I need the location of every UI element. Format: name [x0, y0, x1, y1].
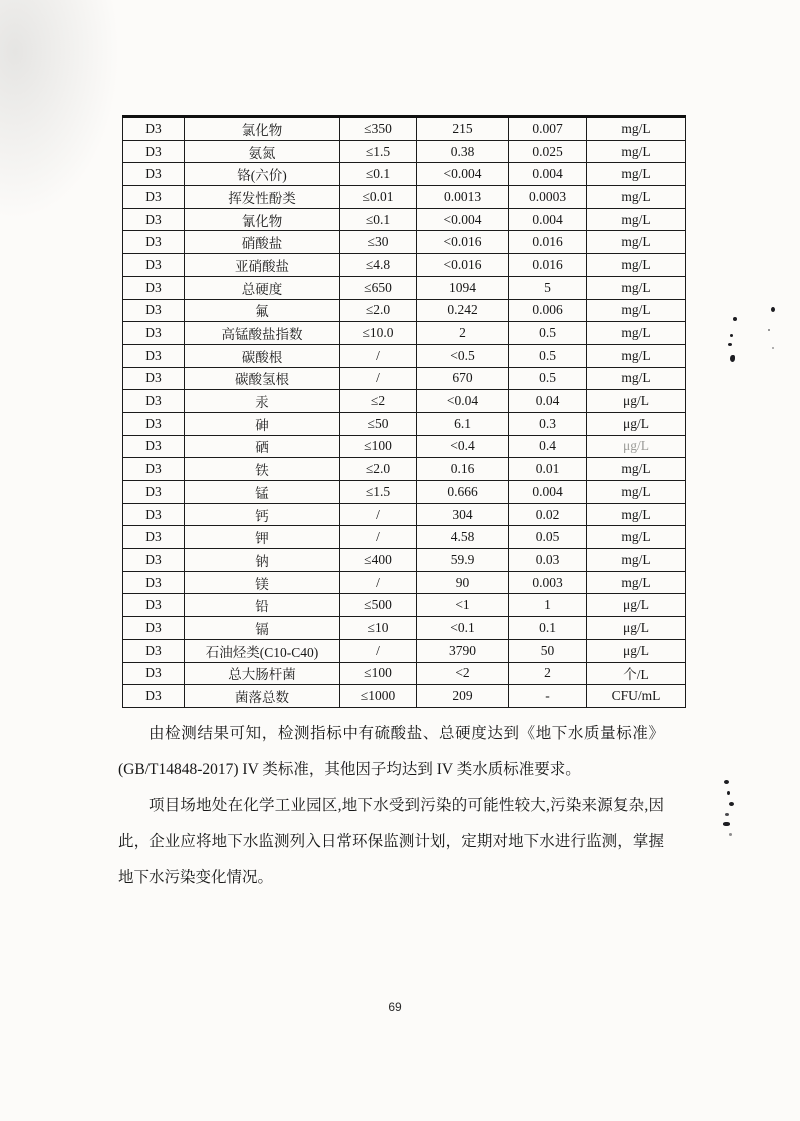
table-cell: 钙 [185, 503, 340, 526]
table-row [123, 639, 686, 662]
table-cell: D3 [123, 344, 185, 367]
table-cell: <0.1 [417, 617, 509, 640]
table-cell: 汞 [185, 390, 340, 413]
table-row [123, 390, 686, 413]
table-cell: <1 [417, 594, 509, 617]
table-cell: ≤0.1 [340, 163, 417, 186]
table-row [123, 231, 686, 254]
table-cell: mg/L [587, 231, 686, 254]
table-cell: / [340, 367, 417, 390]
table-cell: D3 [123, 526, 185, 549]
table-cell: D3 [123, 208, 185, 231]
table-cell: mg/L [587, 503, 686, 526]
table-row [123, 594, 686, 617]
table-row [123, 481, 686, 504]
table-cell: D3 [123, 186, 185, 209]
table-cell: mg/L [587, 458, 686, 481]
table-cell: 碳酸氢根 [185, 367, 340, 390]
ink-mark [730, 355, 735, 362]
table-cell: 2 [509, 662, 587, 685]
table-row [123, 503, 686, 526]
table-cell: D3 [123, 299, 185, 322]
table-cell: ≤10 [340, 617, 417, 640]
table-cell: ≤4.8 [340, 254, 417, 277]
table-cell: mg/L [587, 367, 686, 390]
table-cell: 0.016 [509, 254, 587, 277]
table-row [123, 435, 686, 458]
table-row [123, 412, 686, 435]
table-cell: mg/L [587, 186, 686, 209]
paragraph-monitoring-advice: 项目场地处在化学工业园区,地下水受到污染的可能性较大,污染来源复杂,因此，企业应将地下水监测列入日常环保监测计划，定期对地下水进行监测，掌握地下水污染变化情况。 [118, 797, 664, 886]
table-cell: 304 [417, 503, 509, 526]
ink-mark [729, 833, 732, 836]
table-row [123, 526, 686, 549]
table-cell: D3 [123, 390, 185, 413]
table-cell: ≤50 [340, 412, 417, 435]
table-cell: 硒 [185, 435, 340, 458]
table-cell: ≤400 [340, 549, 417, 572]
ink-mark [724, 780, 729, 784]
table-cell: μg/L [587, 390, 686, 413]
table-cell: D3 [123, 435, 185, 458]
table-cell: 氨氮 [185, 140, 340, 163]
table-cell: / [340, 344, 417, 367]
table-cell: D3 [123, 367, 185, 390]
table-cell: 0.04 [509, 390, 587, 413]
table-cell: D3 [123, 412, 185, 435]
table-cell: mg/L [587, 322, 686, 345]
table-cell: 215 [417, 117, 509, 141]
table-cell: 1 [509, 594, 587, 617]
table-cell: D3 [123, 481, 185, 504]
table-cell: 5 [509, 276, 587, 299]
table-cell: mg/L [587, 571, 686, 594]
table-cell: mg/L [587, 481, 686, 504]
table-cell: mg/L [587, 208, 686, 231]
table-row [123, 163, 686, 186]
table-cell: D3 [123, 322, 185, 345]
table-cell: 0.004 [509, 481, 587, 504]
table-cell: ≤100 [340, 662, 417, 685]
table-cell: 0.003 [509, 571, 587, 594]
table-row [123, 549, 686, 572]
table-cell: ≤1.5 [340, 140, 417, 163]
table-row [123, 254, 686, 277]
table-cell: ≤2.0 [340, 458, 417, 481]
table-cell: 挥发性酚类 [185, 186, 340, 209]
table-cell: ≤1000 [340, 685, 417, 708]
table-cell: <0.016 [417, 231, 509, 254]
ink-mark [768, 329, 770, 331]
table-cell: 0.05 [509, 526, 587, 549]
ink-mark [730, 334, 733, 337]
table-cell: mg/L [587, 117, 686, 141]
ink-mark [728, 343, 732, 346]
table-cell: 砷 [185, 412, 340, 435]
table-cell: 0.5 [509, 367, 587, 390]
table-cell: 0.02 [509, 503, 587, 526]
table-cell: mg/L [587, 299, 686, 322]
table-cell: D3 [123, 163, 185, 186]
table-cell: 6.1 [417, 412, 509, 435]
table-cell: <0.04 [417, 390, 509, 413]
table-cell: 670 [417, 367, 509, 390]
table-row [123, 458, 686, 481]
table-cell: 硝酸盐 [185, 231, 340, 254]
table-cell: mg/L [587, 163, 686, 186]
table-cell: ≤500 [340, 594, 417, 617]
ink-mark [725, 813, 729, 816]
page-number: 69 [388, 1000, 402, 1014]
table-cell: <0.5 [417, 344, 509, 367]
table-cell: μg/L [587, 617, 686, 640]
table-row [123, 208, 686, 231]
table-cell: mg/L [587, 140, 686, 163]
table-cell: 209 [417, 685, 509, 708]
table-cell: 氯化物 [185, 117, 340, 141]
table-cell: ≤100 [340, 435, 417, 458]
table-cell: / [340, 639, 417, 662]
table-cell: 4.58 [417, 526, 509, 549]
table-cell: 0.004 [509, 208, 587, 231]
paragraph-groundwater-standard: 由检测结果可知，检测指标中有硫酸盐、总硬度达到《地下水质量标准》(GB/T14848-2017) IV 类标准，其他因子均达到 IV 类水质标准要求。 [118, 725, 664, 778]
table-cell: 钠 [185, 549, 340, 572]
table-cell: ≤2.0 [340, 299, 417, 322]
table-cell: ≤2 [340, 390, 417, 413]
ink-mark [772, 347, 774, 349]
table-row [123, 367, 686, 390]
scan-smudge [0, 0, 120, 220]
table-cell: 59.9 [417, 549, 509, 572]
table-cell: 铁 [185, 458, 340, 481]
table-cell: μg/L [587, 435, 686, 458]
table-row [123, 322, 686, 345]
table-cell: 0.007 [509, 117, 587, 141]
table-cell: D3 [123, 639, 185, 662]
table-cell: 石油烃类(C10-C40) [185, 639, 340, 662]
table-cell: 高锰酸盐指数 [185, 322, 340, 345]
conclusion-text [118, 716, 664, 896]
table-cell: 1094 [417, 276, 509, 299]
table-row [123, 617, 686, 640]
table-cell: mg/L [587, 526, 686, 549]
table-cell: 钾 [185, 526, 340, 549]
table-cell: 氰化物 [185, 208, 340, 231]
table-cell: D3 [123, 140, 185, 163]
table-cell: D3 [123, 594, 185, 617]
table-row [123, 140, 686, 163]
table-cell: D3 [123, 685, 185, 708]
table-cell: <0.004 [417, 163, 509, 186]
table-row [123, 571, 686, 594]
table-cell: ≤30 [340, 231, 417, 254]
water-quality-table [122, 115, 686, 708]
table-cell: 0.5 [509, 344, 587, 367]
table-cell: mg/L [587, 254, 686, 277]
ink-mark [727, 791, 730, 795]
table-cell: 铬(六价) [185, 163, 340, 186]
table-cell: CFU/mL [587, 685, 686, 708]
table-body [123, 117, 686, 708]
table-cell: 90 [417, 571, 509, 594]
table-cell: D3 [123, 571, 185, 594]
table-cell: <0.016 [417, 254, 509, 277]
ink-mark [771, 307, 775, 312]
table-row [123, 299, 686, 322]
table-cell: ≤1.5 [340, 481, 417, 504]
table-cell: 0.38 [417, 140, 509, 163]
table-cell: D3 [123, 549, 185, 572]
table-cell: D3 [123, 617, 185, 640]
table-cell: 总大肠杆菌 [185, 662, 340, 685]
table-cell: <2 [417, 662, 509, 685]
table-cell: D3 [123, 458, 185, 481]
table-row [123, 344, 686, 367]
table-row [123, 685, 686, 708]
table-cell: D3 [123, 231, 185, 254]
table-cell: ≤350 [340, 117, 417, 141]
table-cell: 菌落总数 [185, 685, 340, 708]
table-cell: 3790 [417, 639, 509, 662]
table-cell: D3 [123, 662, 185, 685]
table-cell: ≤650 [340, 276, 417, 299]
table-row [123, 186, 686, 209]
table-cell: <0.004 [417, 208, 509, 231]
table-cell: 镁 [185, 571, 340, 594]
table-cell: D3 [123, 254, 185, 277]
table-cell: 2 [417, 322, 509, 345]
table-cell: 0.0003 [509, 186, 587, 209]
table-cell: 0.666 [417, 481, 509, 504]
table-cell: 亚硝酸盐 [185, 254, 340, 277]
ink-mark [729, 802, 734, 806]
table-cell: / [340, 571, 417, 594]
table-row [123, 662, 686, 685]
table-cell: mg/L [587, 344, 686, 367]
table-cell: 50 [509, 639, 587, 662]
table-cell: 0.242 [417, 299, 509, 322]
table-cell: 0.01 [509, 458, 587, 481]
table-cell: <0.4 [417, 435, 509, 458]
table-cell: 镉 [185, 617, 340, 640]
table-cell: 碳酸根 [185, 344, 340, 367]
table-cell: 氟 [185, 299, 340, 322]
table-cell: 0.3 [509, 412, 587, 435]
table-cell: 0.03 [509, 549, 587, 572]
table-cell: / [340, 526, 417, 549]
table-cell: D3 [123, 503, 185, 526]
table-row [123, 276, 686, 299]
table-cell: ≤0.01 [340, 186, 417, 209]
table-cell: 0.004 [509, 163, 587, 186]
table-cell: μg/L [587, 639, 686, 662]
table-cell: 0.1 [509, 617, 587, 640]
table-cell: μg/L [587, 412, 686, 435]
ink-mark [733, 317, 737, 321]
table-cell: 0.025 [509, 140, 587, 163]
table-cell: 0.16 [417, 458, 509, 481]
table-cell: D3 [123, 276, 185, 299]
table-cell: mg/L [587, 276, 686, 299]
table-cell: mg/L [587, 549, 686, 572]
table-cell: ≤0.1 [340, 208, 417, 231]
table-cell: 0.4 [509, 435, 587, 458]
table-cell: 0.5 [509, 322, 587, 345]
table-cell: - [509, 685, 587, 708]
table-cell: D3 [123, 117, 185, 141]
table-cell: / [340, 503, 417, 526]
table-cell: 0.006 [509, 299, 587, 322]
table-cell: μg/L [587, 594, 686, 617]
ink-mark [723, 822, 730, 826]
table-cell: 0.016 [509, 231, 587, 254]
table-row [123, 117, 686, 141]
table-cell: 铅 [185, 594, 340, 617]
table-cell: ≤10.0 [340, 322, 417, 345]
table-cell: 锰 [185, 481, 340, 504]
table-cell: 总硬度 [185, 276, 340, 299]
table-cell: 个/L [587, 662, 686, 685]
table-cell: 0.0013 [417, 186, 509, 209]
